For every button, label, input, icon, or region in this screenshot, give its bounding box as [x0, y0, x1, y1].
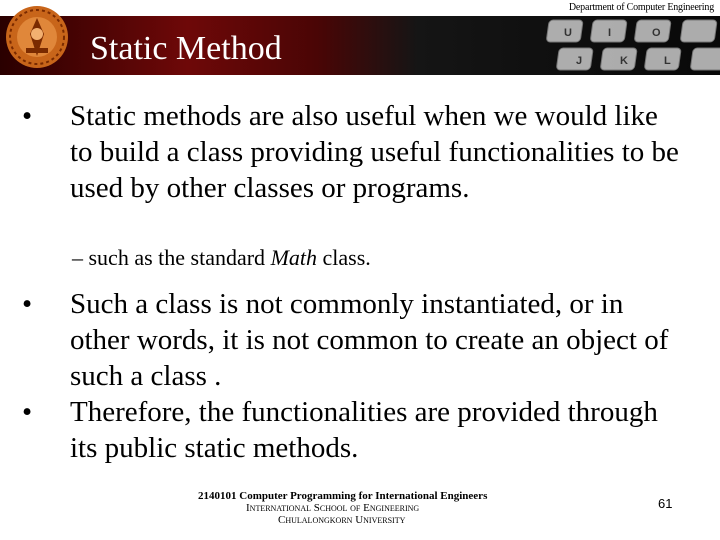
- bullet-text: Such a class is not commonly instantiated, or in other words, it is not common to create an object of such a class .: [70, 288, 669, 392]
- dash-icon: –: [72, 245, 83, 270]
- key-letter: L: [664, 55, 671, 67]
- bullet-icon: •: [22, 100, 33, 132]
- course-name: 2140101 Computer Programming for International Engineers: [198, 490, 488, 502]
- page-number: 61: [658, 496, 673, 511]
- math-class-name: Math: [270, 245, 318, 270]
- slide-title: Static Method: [90, 30, 282, 67]
- bullet-icon: •: [22, 396, 33, 428]
- bullet-text: Therefore, the functionalities are provided through its public static methods.: [70, 396, 658, 464]
- bullet-item: [22, 98, 682, 206]
- sub-bullet-text: [89, 245, 371, 270]
- key-letter: O: [652, 27, 661, 39]
- bullet-text: Static methods are also useful when we would like to build a class providing useful functionalities to be used by other classes or programs.: [70, 100, 679, 204]
- sub-text-prefix: such as the standard: [88, 245, 271, 270]
- key-letter: K: [620, 55, 628, 67]
- key-letter: U: [564, 27, 572, 39]
- slide-footer: [198, 490, 518, 526]
- bullet-icon: •: [22, 288, 33, 320]
- key-letter: I: [608, 27, 612, 39]
- bullet-item: [22, 394, 682, 466]
- sub-bullet-item: [72, 244, 371, 272]
- school-name: International School of Engineering: [246, 502, 420, 514]
- department-label: Department of Computer Engineering: [568, 2, 714, 13]
- sub-text-suffix: class.: [317, 245, 371, 270]
- bullet-item: [22, 286, 682, 394]
- university-name: Chulalongkorn University: [278, 514, 406, 526]
- key-letter: J: [576, 55, 583, 67]
